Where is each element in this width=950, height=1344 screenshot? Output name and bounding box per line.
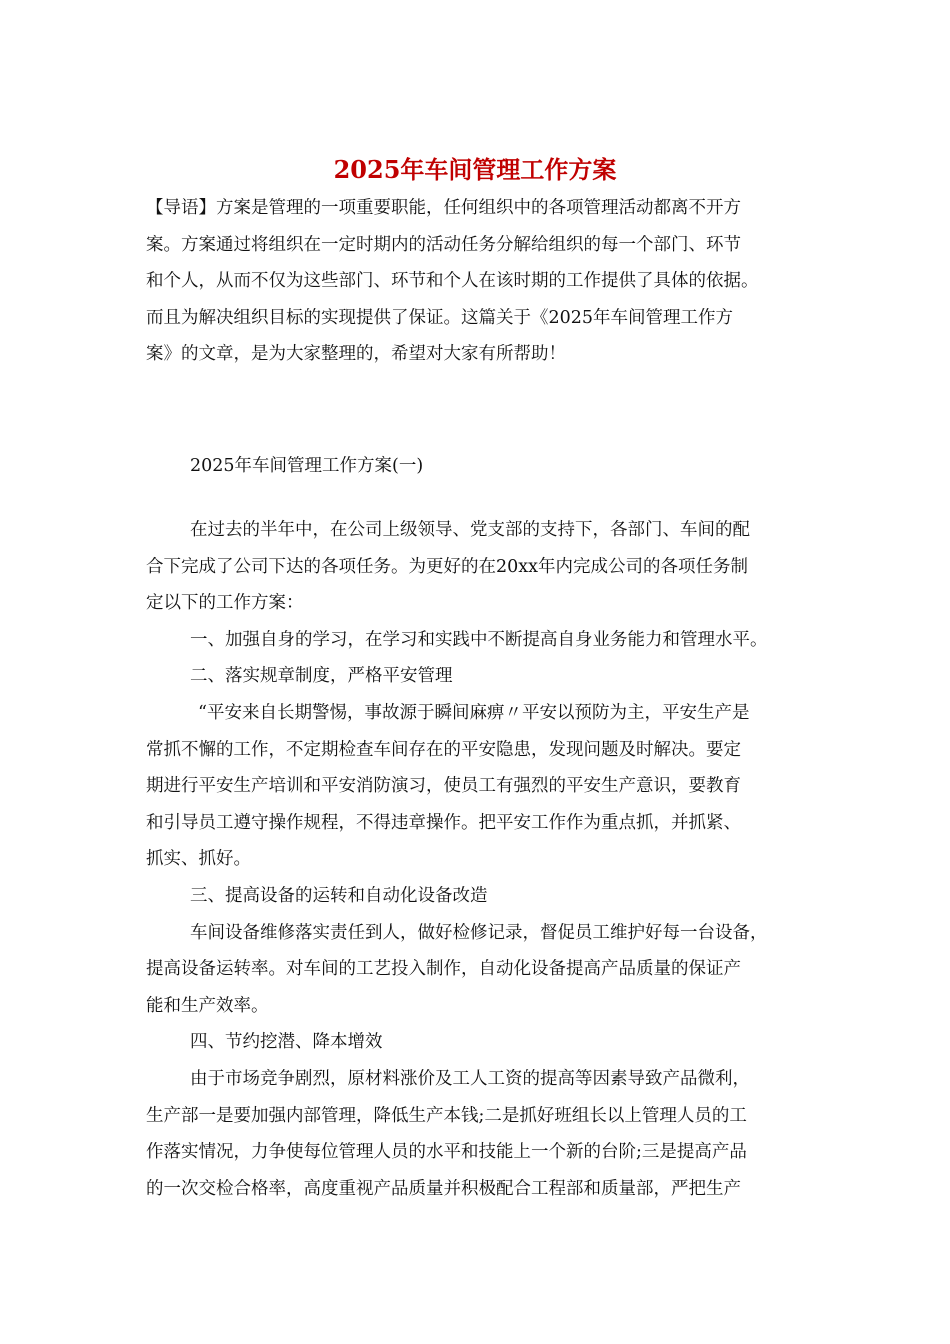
body-line: 期进行平安生产培训和平安消防演习，使员工有强烈的平安生产意识，要教育: [146, 776, 741, 797]
intro-line: 【导语】方案是管理的一项重要职能，任何组织中的各项管理活动都离不开方: [146, 198, 741, 218]
list-item-heading: 一、加强自身的学习，在学习和实践中不断提高自身业务能力和管理水平。: [190, 629, 768, 650]
intro-paragraph: [146, 190, 816, 373]
body-line: 作落实情况，力争使每位管理人员的水平和技能上一个新的台阶;三是提高产品: [146, 1142, 747, 1163]
body-line: 抓实、抓好。: [146, 849, 251, 870]
body-line: 在过去的半年中，在公司上级领导、党支部的支持下，各部门、车间的配: [190, 520, 750, 540]
body-line: 合下完成了公司下达的各项任务。为更好的在20xx年内完成公司的各项任务制: [146, 556, 749, 577]
intro-line: 案》的文章，是为大家整理的，希望对大家有所帮助！: [146, 344, 566, 365]
body-text: [146, 512, 816, 1207]
body-line: 常抓不懈的工作，不定期检查车间存在的平安隐患，发现问题及时解决。要定: [146, 739, 741, 760]
intro-line: 而且为解决组织目标的实现提供了保证。这篇关于《2025年车间管理工作方: [146, 307, 734, 328]
list-item-heading: 四、节约挖潜、降本增效: [190, 1032, 383, 1053]
body-line: 生产部一是要加强内部管理，降低生产本钱;二是抓好班组长以上管理人员的工: [146, 1105, 747, 1126]
body-line: “平安来自长期警惕，事故源于瞬间麻痹〃平安以预防为主，平安生产是: [198, 702, 750, 723]
body-line: 和引导员工遵守操作规程，不得违章操作。把平安工作作为重点抓，并抓紧、: [146, 812, 741, 833]
intro-line: 案。方案通过将组织在一定时期内的活动任务分解给组织的每一个部门、环节: [146, 234, 741, 255]
body-line: 提高设备运转率。对车间的工艺投入制作，自动化设备提高产品质量的保证产: [146, 959, 741, 980]
section-heading: 2025年车间管理工作方案(一): [190, 456, 424, 476]
body-line: 由于市场竞争剧烈，原材料涨价及工人工资的提高等因素导致产品微利，: [190, 1068, 750, 1089]
body-line: 能和生产效率。: [146, 995, 269, 1016]
list-item-heading: 二、落实规章制度，严格平安管理: [190, 666, 453, 687]
body-line: 的一次交检合格率，高度重视产品质量并积极配合工程部和质量部，严把生产: [146, 1178, 741, 1199]
document-title: 2025年车间管理工作方案: [333, 155, 617, 184]
list-item-heading: 三、提高设备的运转和自动化设备改造: [190, 885, 488, 906]
intro-line: 和个人，从而不仅为这些部门、环节和个人在该时期的工作提供了具体的依据。: [146, 271, 759, 292]
body-line: 定以下的工作方案：: [146, 593, 304, 614]
body-line: 车间设备维修落实责任到人，做好检修记录，督促员工维护好每一台设备，: [190, 922, 768, 943]
